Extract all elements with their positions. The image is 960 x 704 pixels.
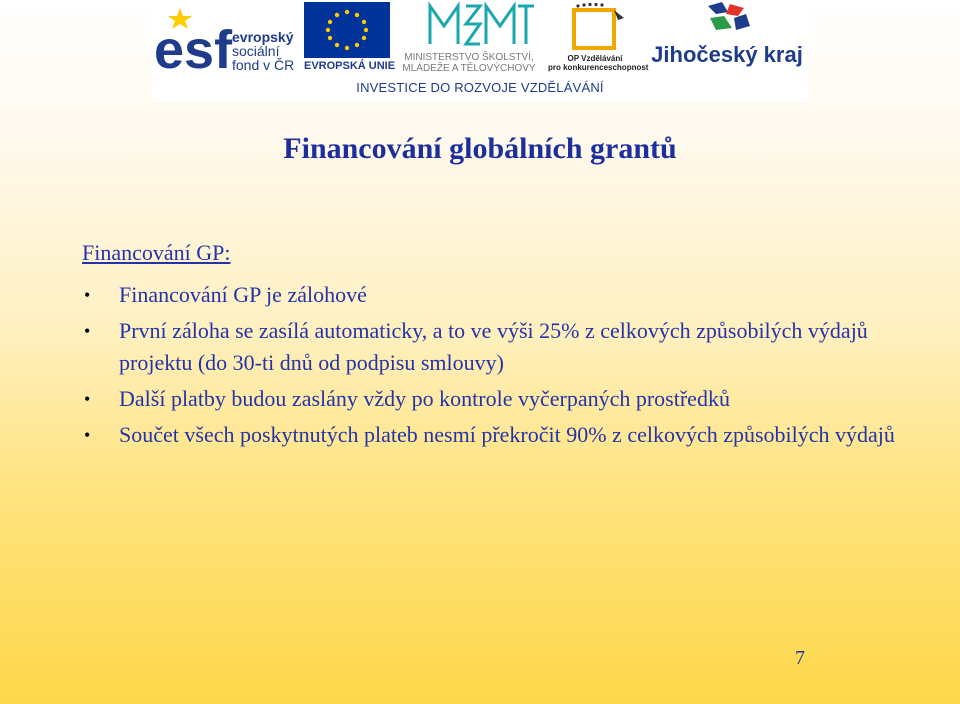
bullet-text: Další platby budou zaslány vždy po kontrole vyčerpaných prostředků bbox=[119, 386, 730, 411]
msmt-logo-mark bbox=[394, 0, 544, 50]
eu-logo bbox=[304, 2, 396, 74]
jihocesky-kraj-logo bbox=[646, 0, 808, 74]
op-caption bbox=[548, 54, 649, 72]
svg-text:esf: esf bbox=[154, 20, 233, 74]
msmt-logo bbox=[394, 0, 544, 74]
bullet-item bbox=[82, 419, 932, 451]
msmt-line-1: MINISTERSTVO ŠKOLSTVÍ, bbox=[404, 52, 534, 63]
jihocesky-kraj-caption: Jihočeský kraj bbox=[651, 42, 803, 67]
bullet-text: Financování GP je zálohové bbox=[119, 282, 367, 307]
logo-tagline: INVESTICE DO ROZVOJE VZDĚLÁVÁNÍ bbox=[356, 80, 604, 95]
eu-flag-icon bbox=[304, 2, 390, 58]
bullet-marker: • bbox=[84, 425, 91, 445]
bullet-item bbox=[82, 279, 932, 311]
op-line-1: OP Vzdělávání bbox=[567, 54, 623, 63]
bullet-item bbox=[82, 315, 932, 379]
bullet-text: Součet všech poskytnutých plateb nesmí překročit 90% z celkových způsobilých výdajů bbox=[119, 422, 895, 447]
bullet-marker: • bbox=[84, 285, 91, 305]
logo-bar bbox=[152, 0, 808, 102]
esf-logo bbox=[152, 2, 297, 74]
section-heading: Financování GP: bbox=[82, 240, 231, 265]
bullet-item bbox=[82, 383, 932, 415]
jihocesky-kraj-logo-mark bbox=[646, 0, 808, 40]
slide-title: Financování globálních grantů bbox=[283, 132, 677, 165]
esf-line-1: evropský bbox=[232, 29, 294, 45]
eu-caption: EVROPSKÁ UNIE bbox=[304, 60, 396, 72]
msmt-line-2: MLÁDEŽE A TĚLOVÝCHOVY bbox=[402, 63, 536, 74]
bullet-marker: • bbox=[84, 321, 91, 341]
msmt-caption bbox=[394, 52, 544, 74]
bullet-list bbox=[82, 279, 932, 455]
bullet-marker: • bbox=[84, 389, 91, 409]
op-logo-mark bbox=[548, 2, 642, 52]
esf-line-2: sociální bbox=[232, 43, 280, 59]
op-line-2: pro konkurenceschopnost bbox=[548, 63, 649, 72]
esf-line-3: fond v ČR bbox=[232, 57, 295, 73]
page-number: 7 bbox=[795, 647, 805, 669]
op-logo bbox=[548, 2, 649, 74]
bullet-text: První záloha se zasílá automaticky, a to ve výši 25% z celkových způsobilých výdajů projektu (do 30-ti dnů od podpisu smlouvy) bbox=[119, 318, 868, 375]
esf-logo-text bbox=[232, 30, 294, 72]
